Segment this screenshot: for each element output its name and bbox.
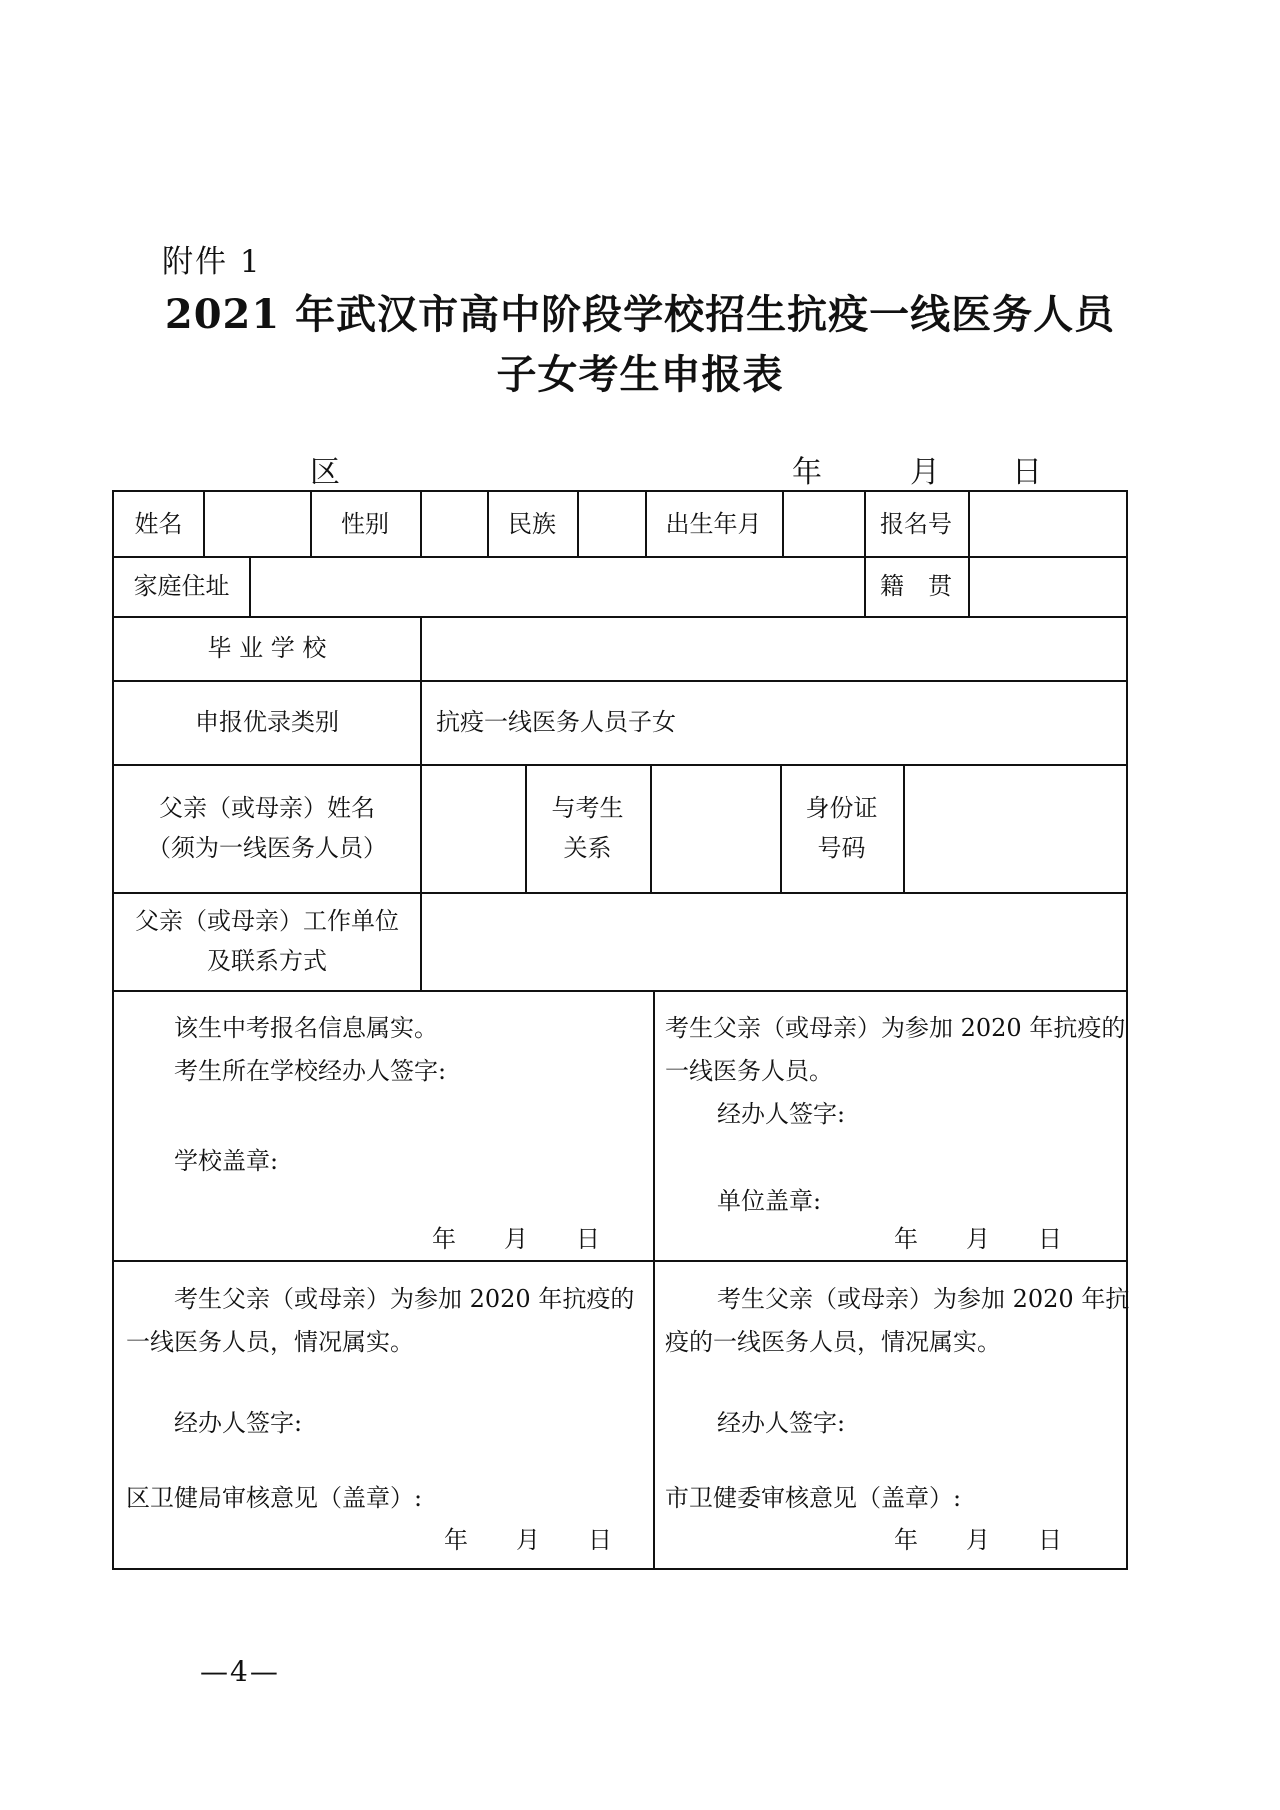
attachment-label: 附件 1 <box>162 244 262 280</box>
category-label: 申报优录类别 <box>195 708 339 736</box>
parent-name-label-line1: 父亲（或母亲）姓名 <box>159 794 375 822</box>
registration-number-label: 报名号 <box>880 510 952 538</box>
school-box-line3: 学校盖章: <box>174 1147 279 1175</box>
parent-work-label-line1: 父亲（或母亲）工作单位 <box>135 907 399 935</box>
native-place-label: 籍 贯 <box>880 572 952 600</box>
header-date-year: 年 <box>792 455 822 490</box>
parent-name-label <box>114 764 420 892</box>
parent-name-label-line2: （须为一线医务人员） <box>147 834 387 862</box>
unit-box-line3: 经办人签字: <box>717 1100 846 1128</box>
category-value: 抗疫一线医务人员子女 <box>436 708 676 736</box>
page-title-line2: 子女考生申报表 <box>496 351 784 398</box>
name-label: 姓名 <box>134 510 183 538</box>
home-address-label: 家庭住址 <box>133 572 230 600</box>
relation-label-line1: 与考生 <box>551 794 624 822</box>
id-number-label-line2: 号码 <box>817 834 866 862</box>
id-number-label-line1: 身份证 <box>805 794 878 822</box>
district-box-line1: 考生父亲（或母亲）为参加 2020 年抗疫的 <box>174 1285 635 1313</box>
unit-box-line4: 单位盖章: <box>717 1187 822 1215</box>
city-box-date: 年 月 日 <box>894 1526 1062 1554</box>
city-box-line1: 考生父亲（或母亲）为参加 2020 年抗 <box>717 1285 1130 1313</box>
application-form-table <box>112 490 1128 1570</box>
unit-box-line2: 一线医务人员。 <box>665 1057 833 1085</box>
district-label: 区 <box>310 455 340 490</box>
parent-work-label-line2: 及联系方式 <box>207 947 327 975</box>
id-number-label <box>780 764 903 892</box>
page-number: —4— <box>200 1655 280 1688</box>
header-date-day: 日 <box>1012 455 1042 490</box>
school-box-date: 年 月 日 <box>432 1225 600 1253</box>
school-box-line1: 该生中考报名信息属实。 <box>174 1014 438 1042</box>
page-title-line1: 2021 年武汉市高中阶段学校招生抗疫一线医务人员 <box>164 291 1116 338</box>
district-box-line2: 一线医务人员，情况属实。 <box>126 1328 414 1356</box>
relation-label-line2: 关系 <box>563 834 612 862</box>
unit-box-line1: 考生父亲（或母亲）为参加 2020 年抗疫的 <box>665 1014 1126 1042</box>
relation-label <box>525 764 650 892</box>
birth-date-label: 出生年月 <box>665 510 762 538</box>
graduate-school-label: 毕 业 学 校 <box>207 634 327 662</box>
gender-label: 性别 <box>341 510 389 538</box>
parent-work-label <box>114 892 420 990</box>
city-box-line2: 疫的一线医务人员，情况属实。 <box>665 1328 1001 1356</box>
district-box-line4: 区卫健局审核意见（盖章）: <box>126 1484 423 1512</box>
header-date-month: 月 <box>910 455 940 490</box>
city-box-line3: 经办人签字: <box>717 1409 846 1437</box>
city-box-line4: 市卫健委审核意见（盖章）: <box>665 1484 962 1512</box>
district-box-line3: 经办人签字: <box>174 1409 303 1437</box>
ethnicity-label: 民族 <box>508 510 556 538</box>
school-box-line2: 考生所在学校经办人签字: <box>174 1057 447 1085</box>
unit-box-date: 年 月 日 <box>894 1225 1062 1253</box>
district-box-date: 年 月 日 <box>444 1526 612 1554</box>
